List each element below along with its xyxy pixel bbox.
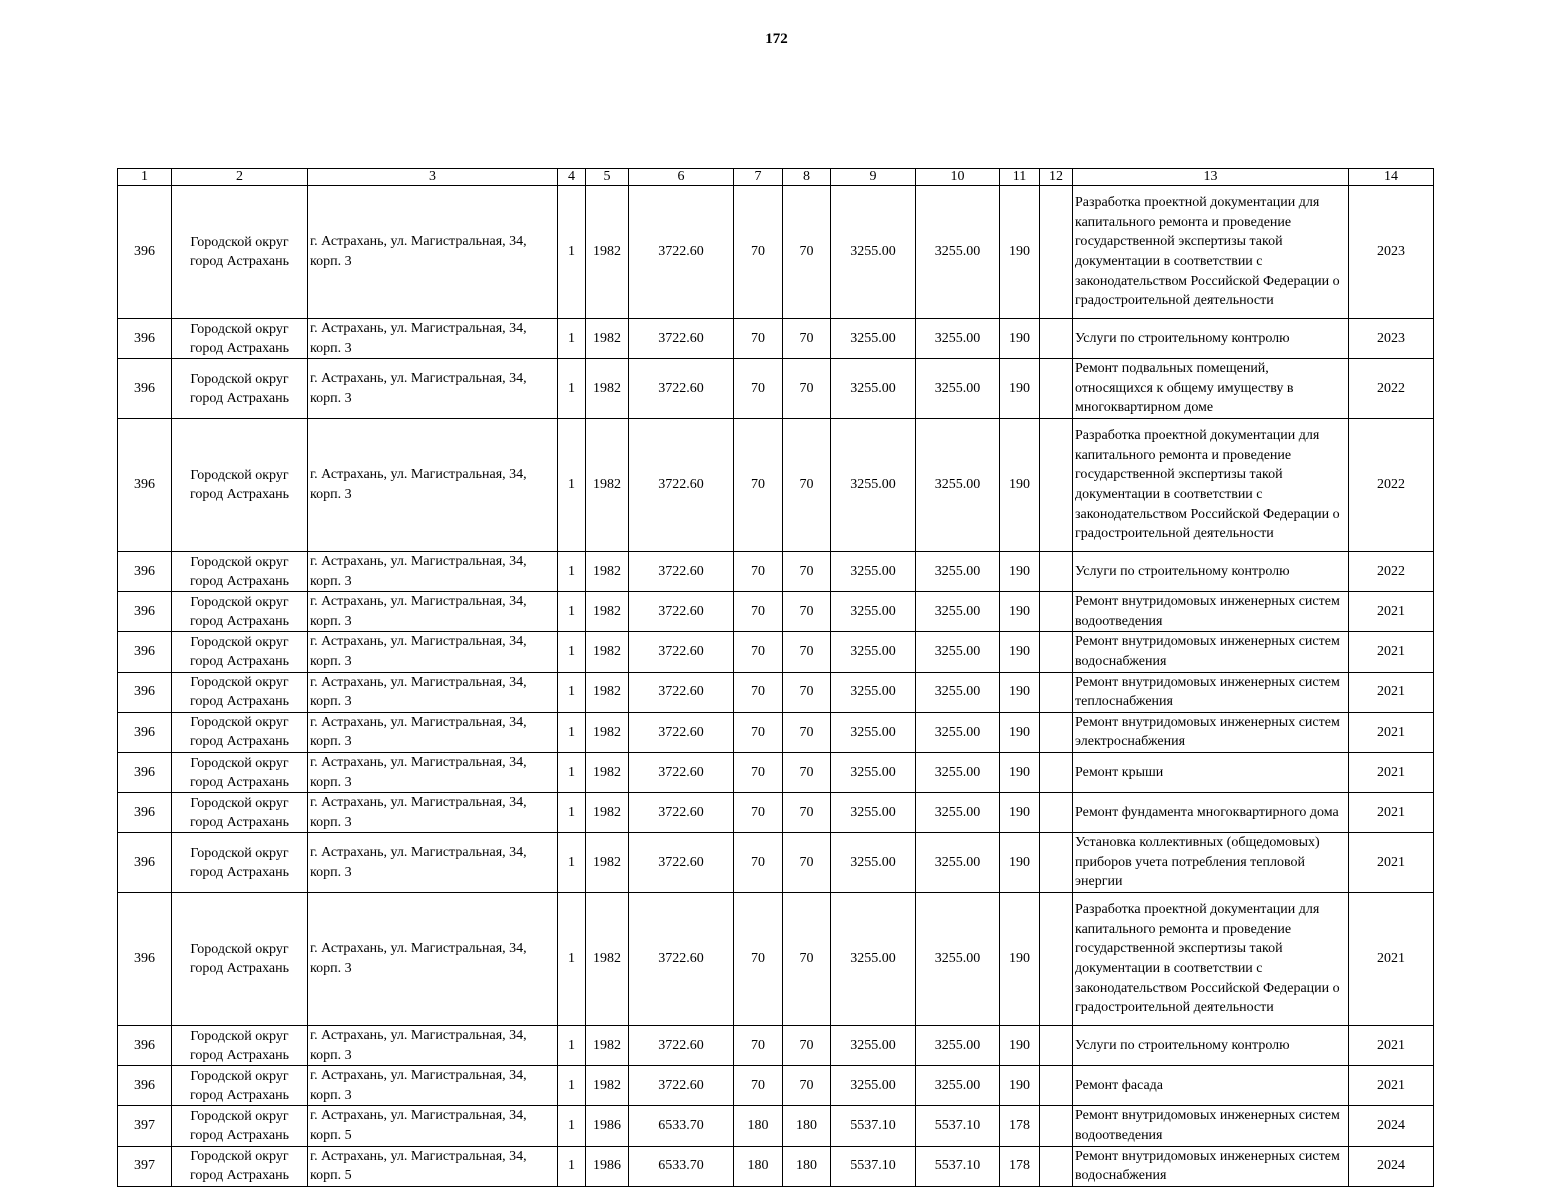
col11-cell: 190 [1000, 833, 1040, 893]
table-row [118, 632, 1434, 672]
plan-year-cell: 2021 [1349, 893, 1434, 1026]
table-row [118, 1026, 1434, 1066]
plan-year-cell: 2023 [1349, 319, 1434, 359]
col8-cell: 70 [783, 359, 831, 419]
column-header-4: 4 [558, 169, 586, 186]
municipality-cell: Городской округ город Астрахань [172, 672, 308, 712]
total-area-cell: 3722.60 [629, 186, 734, 319]
address-cell: г. Астрахань, ул. Магистральная, 34, корп. 3 [308, 551, 558, 591]
col4-cell: 1 [558, 672, 586, 712]
col9-cell: 5537.10 [831, 1106, 916, 1146]
plan-year-cell: 2021 [1349, 592, 1434, 632]
address-cell: г. Астрахань, ул. Магистральная, 34, корп. 5 [308, 1146, 558, 1186]
work-type-cell [1073, 712, 1349, 752]
plan-year-cell: 2023 [1349, 186, 1434, 319]
total-area-cell: 3722.60 [629, 793, 734, 833]
work-type-cell [1073, 1026, 1349, 1066]
address-cell: г. Астрахань, ул. Магистральная, 34, корп. 3 [308, 833, 558, 893]
municipality-cell: Городской округ город Астрахань [172, 1106, 308, 1146]
address-cell: г. Астрахань, ул. Магистральная, 34, корп. 3 [308, 893, 558, 1026]
row-number: 396 [118, 1066, 172, 1106]
work-type-text: Ремонт подвальных помещений, относящихся к общему имуществу в многоквартирном доме [1075, 361, 1294, 416]
municipality-cell: Городской округ город Астрахань [172, 632, 308, 672]
table-row [118, 1146, 1434, 1186]
work-type-text: Разработка проектной документации для капитального ремонта и проведение государственной экспертизы такой документации в соответствии с законодательством Российской Федерации о градостроительной деятельности [1075, 902, 1340, 1016]
col8-cell: 70 [783, 793, 831, 833]
address-cell: г. Астрахань, ул. Магистральная, 34, корп. 3 [308, 672, 558, 712]
plan-year-cell: 2021 [1349, 793, 1434, 833]
col9-cell: 3255.00 [831, 418, 916, 551]
build-year-cell: 1982 [586, 592, 629, 632]
work-type-cell [1073, 1146, 1349, 1186]
header-row [118, 169, 1434, 186]
col12-cell [1040, 833, 1073, 893]
col12-cell [1040, 1146, 1073, 1186]
build-year-cell: 1982 [586, 1026, 629, 1066]
address-cell: г. Астрахань, ул. Магистральная, 34, корп. 3 [308, 1066, 558, 1106]
build-year-cell: 1982 [586, 319, 629, 359]
table-row [118, 893, 1434, 1026]
plan-year-cell: 2021 [1349, 632, 1434, 672]
col7-cell: 180 [734, 1106, 783, 1146]
build-year-cell: 1982 [586, 833, 629, 893]
col9-cell: 3255.00 [831, 632, 916, 672]
row-number: 397 [118, 1146, 172, 1186]
work-type-cell [1073, 359, 1349, 419]
municipality-cell: Городской округ город Астрахань [172, 793, 308, 833]
col11-cell: 190 [1000, 632, 1040, 672]
col7-cell: 70 [734, 712, 783, 752]
col12-cell [1040, 186, 1073, 319]
work-type-cell [1073, 186, 1349, 319]
col10-cell: 3255.00 [916, 418, 1000, 551]
table-row [118, 793, 1434, 833]
total-area-cell: 3722.60 [629, 632, 734, 672]
municipality-cell: Городской округ город Астрахань [172, 592, 308, 632]
work-type-cell [1073, 1066, 1349, 1106]
col7-cell: 70 [734, 1026, 783, 1066]
col12-cell [1040, 632, 1073, 672]
col11-cell: 190 [1000, 359, 1040, 419]
col8-cell: 70 [783, 592, 831, 632]
municipality-cell: Городской округ город Астрахань [172, 418, 308, 551]
col12-cell [1040, 793, 1073, 833]
work-type-text: Услуги по строительному контролю [1075, 563, 1290, 579]
col8-cell: 180 [783, 1106, 831, 1146]
col10-cell: 3255.00 [916, 893, 1000, 1026]
build-year-cell: 1982 [586, 186, 629, 319]
col4-cell: 1 [558, 1146, 586, 1186]
col8-cell: 180 [783, 1146, 831, 1186]
municipality-cell: Городской округ город Астрахань [172, 551, 308, 591]
col4-cell: 1 [558, 793, 586, 833]
col12-cell [1040, 592, 1073, 632]
work-type-cell [1073, 551, 1349, 591]
plan-year-cell: 2021 [1349, 1026, 1434, 1066]
col12-cell [1040, 672, 1073, 712]
row-number: 396 [118, 672, 172, 712]
col9-cell: 3255.00 [831, 893, 916, 1026]
table-row [118, 418, 1434, 551]
col11-cell: 190 [1000, 418, 1040, 551]
municipality-cell: Городской округ город Астрахань [172, 1066, 308, 1106]
work-type-text: Услуги по строительному контролю [1075, 1037, 1290, 1053]
col11-cell: 190 [1000, 672, 1040, 712]
work-type-cell [1073, 592, 1349, 632]
col12-cell [1040, 551, 1073, 591]
total-area-cell: 3722.60 [629, 359, 734, 419]
col7-cell: 70 [734, 359, 783, 419]
col9-cell: 5537.10 [831, 1146, 916, 1186]
row-number: 396 [118, 418, 172, 551]
col12-cell [1040, 319, 1073, 359]
col9-cell: 3255.00 [831, 793, 916, 833]
table-row [118, 319, 1434, 359]
work-type-cell [1073, 752, 1349, 792]
col4-cell: 1 [558, 418, 586, 551]
work-type-cell [1073, 672, 1349, 712]
municipality-cell: Городской округ город Астрахань [172, 186, 308, 319]
col4-cell: 1 [558, 359, 586, 419]
work-type-text: Разработка проектной документации для капитального ремонта и проведение государственной экспертизы такой документации в соответствии с законодательством Российской Федерации о градостроительной деятельности [1075, 428, 1340, 542]
col10-cell: 3255.00 [916, 712, 1000, 752]
table-body [118, 186, 1434, 1187]
col12-cell [1040, 1026, 1073, 1066]
total-area-cell: 3722.60 [629, 1066, 734, 1106]
col12-cell [1040, 712, 1073, 752]
plan-year-cell: 2022 [1349, 359, 1434, 419]
total-area-cell: 6533.70 [629, 1146, 734, 1186]
col8-cell: 70 [783, 672, 831, 712]
col7-cell: 70 [734, 752, 783, 792]
municipality-cell: Городской округ город Астрахань [172, 893, 308, 1026]
build-year-cell: 1982 [586, 893, 629, 1026]
address-cell: г. Астрахань, ул. Магистральная, 34, корп. 3 [308, 319, 558, 359]
build-year-cell: 1982 [586, 632, 629, 672]
col4-cell: 1 [558, 551, 586, 591]
municipality-cell: Городской округ город Астрахань [172, 833, 308, 893]
col11-cell: 178 [1000, 1106, 1040, 1146]
col4-cell: 1 [558, 752, 586, 792]
col7-cell: 70 [734, 793, 783, 833]
col7-cell: 70 [734, 319, 783, 359]
col10-cell: 3255.00 [916, 793, 1000, 833]
col12-cell [1040, 1066, 1073, 1106]
plan-year-cell: 2021 [1349, 712, 1434, 752]
col10-cell: 5537.10 [916, 1146, 1000, 1186]
row-number: 396 [118, 1026, 172, 1066]
col12-cell [1040, 1106, 1073, 1146]
col4-cell: 1 [558, 592, 586, 632]
plan-year-cell: 2022 [1349, 418, 1434, 551]
col4-cell: 1 [558, 632, 586, 672]
address-cell: г. Астрахань, ул. Магистральная, 34, корп. 3 [308, 632, 558, 672]
col9-cell: 3255.00 [831, 592, 916, 632]
page-number: 172 [765, 31, 788, 47]
col9-cell: 3255.00 [831, 672, 916, 712]
col8-cell: 70 [783, 319, 831, 359]
plan-year-cell: 2024 [1349, 1146, 1434, 1186]
col4-cell: 1 [558, 1106, 586, 1146]
municipality-cell: Городской округ город Астрахань [172, 359, 308, 419]
col9-cell: 3255.00 [831, 551, 916, 591]
total-area-cell: 3722.60 [629, 893, 734, 1026]
row-number: 396 [118, 893, 172, 1026]
total-area-cell: 3722.60 [629, 592, 734, 632]
address-cell: г. Астрахань, ул. Магистральная, 34, корп. 3 [308, 752, 558, 792]
build-year-cell: 1982 [586, 359, 629, 419]
col10-cell: 3255.00 [916, 359, 1000, 419]
col9-cell: 3255.00 [831, 186, 916, 319]
municipality-cell: Городской округ город Астрахань [172, 712, 308, 752]
work-type-text: Ремонт внутридомовых инженерных систем теплоснабжения [1075, 674, 1340, 710]
plan-year-cell: 2021 [1349, 672, 1434, 712]
column-header-13: 13 [1073, 169, 1349, 186]
table-row [118, 1106, 1434, 1146]
build-year-cell: 1982 [586, 712, 629, 752]
col7-cell: 70 [734, 551, 783, 591]
build-year-cell: 1982 [586, 672, 629, 712]
work-type-cell [1073, 833, 1349, 893]
col8-cell: 70 [783, 1026, 831, 1066]
row-number: 396 [118, 592, 172, 632]
col7-cell: 180 [734, 1146, 783, 1186]
total-area-cell: 3722.60 [629, 752, 734, 792]
col4-cell: 1 [558, 712, 586, 752]
col8-cell: 70 [783, 833, 831, 893]
table-row [118, 833, 1434, 893]
col10-cell: 3255.00 [916, 1066, 1000, 1106]
plan-year-cell: 2021 [1349, 752, 1434, 792]
col7-cell: 70 [734, 632, 783, 672]
column-header-14: 14 [1349, 169, 1434, 186]
plan-year-cell: 2021 [1349, 833, 1434, 893]
register-table [117, 168, 1434, 1187]
municipality-cell: Городской округ город Астрахань [172, 319, 308, 359]
column-header-1: 1 [118, 169, 172, 186]
work-type-text: Установка коллективных (общедомовых) приборов учета потребления тепловой энергии [1075, 835, 1320, 890]
column-header-11: 11 [1000, 169, 1040, 186]
col10-cell: 3255.00 [916, 833, 1000, 893]
work-type-cell [1073, 632, 1349, 672]
col9-cell: 3255.00 [831, 712, 916, 752]
col10-cell: 3255.00 [916, 752, 1000, 792]
col4-cell: 1 [558, 319, 586, 359]
col4-cell: 1 [558, 893, 586, 1026]
col4-cell: 1 [558, 186, 586, 319]
build-year-cell: 1982 [586, 551, 629, 591]
col7-cell: 70 [734, 418, 783, 551]
build-year-cell: 1986 [586, 1146, 629, 1186]
row-number: 396 [118, 551, 172, 591]
col8-cell: 70 [783, 186, 831, 319]
table-row [118, 592, 1434, 632]
total-area-cell: 3722.60 [629, 418, 734, 551]
col7-cell: 70 [734, 672, 783, 712]
col8-cell: 70 [783, 893, 831, 1026]
col12-cell [1040, 359, 1073, 419]
work-type-cell [1073, 418, 1349, 551]
work-type-text: Ремонт фасада [1075, 1078, 1164, 1094]
municipality-cell: Городской округ город Астрахань [172, 1026, 308, 1066]
column-header-3: 3 [308, 169, 558, 186]
work-type-cell [1073, 893, 1349, 1026]
municipality-cell: Городской округ город Астрахань [172, 1146, 308, 1186]
col8-cell: 70 [783, 712, 831, 752]
plan-year-cell: 2024 [1349, 1106, 1434, 1146]
col7-cell: 70 [734, 592, 783, 632]
build-year-cell: 1982 [586, 752, 629, 792]
table-row [118, 1066, 1434, 1106]
col4-cell: 1 [558, 1066, 586, 1106]
col10-cell: 5537.10 [916, 1106, 1000, 1146]
col9-cell: 3255.00 [831, 752, 916, 792]
col8-cell: 70 [783, 752, 831, 792]
column-header-9: 9 [831, 169, 916, 186]
col11-cell: 190 [1000, 1066, 1040, 1106]
col11-cell: 190 [1000, 893, 1040, 1026]
col11-cell: 190 [1000, 1026, 1040, 1066]
work-type-text: Ремонт внутридомовых инженерных систем водоотведения [1075, 1108, 1340, 1144]
work-type-text: Ремонт крыши [1075, 764, 1164, 780]
row-number: 396 [118, 752, 172, 792]
table-row [118, 359, 1434, 419]
col12-cell [1040, 893, 1073, 1026]
col12-cell [1040, 418, 1073, 551]
address-cell: г. Астрахань, ул. Магистральная, 34, корп. 5 [308, 1106, 558, 1146]
work-type-cell [1073, 1106, 1349, 1146]
table-row [118, 712, 1434, 752]
col7-cell: 70 [734, 893, 783, 1026]
row-number: 396 [118, 712, 172, 752]
col8-cell: 70 [783, 1066, 831, 1106]
total-area-cell: 3722.60 [629, 1026, 734, 1066]
municipality-cell: Городской округ город Астрахань [172, 752, 308, 792]
column-header-8: 8 [783, 169, 831, 186]
col10-cell: 3255.00 [916, 319, 1000, 359]
col11-cell: 190 [1000, 793, 1040, 833]
total-area-cell: 6533.70 [629, 1106, 734, 1146]
column-header-7: 7 [734, 169, 783, 186]
address-cell: г. Астрахань, ул. Магистральная, 34, корп. 3 [308, 712, 558, 752]
col11-cell: 190 [1000, 551, 1040, 591]
work-type-text: Ремонт фундамента многоквартирного дома [1075, 804, 1339, 820]
row-number: 396 [118, 186, 172, 319]
col9-cell: 3255.00 [831, 833, 916, 893]
row-number: 396 [118, 632, 172, 672]
work-type-text: Ремонт внутридомовых инженерных систем водоотведения [1075, 594, 1340, 629]
total-area-cell: 3722.60 [629, 672, 734, 712]
col9-cell: 3255.00 [831, 1066, 916, 1106]
col11-cell: 190 [1000, 752, 1040, 792]
work-type-text: Ремонт внутридомовых инженерных систем водоснабжения [1075, 1148, 1340, 1184]
col10-cell: 3255.00 [916, 672, 1000, 712]
row-number: 396 [118, 793, 172, 833]
column-header-10: 10 [916, 169, 1000, 186]
row-number: 396 [118, 833, 172, 893]
address-cell: г. Астрахань, ул. Магистральная, 34, корп. 3 [308, 592, 558, 632]
col10-cell: 3255.00 [916, 592, 1000, 632]
col11-cell: 190 [1000, 186, 1040, 319]
table-row [118, 186, 1434, 319]
col9-cell: 3255.00 [831, 359, 916, 419]
work-type-text: Ремонт внутридомовых инженерных систем электроснабжения [1075, 714, 1340, 750]
total-area-cell: 3722.60 [629, 319, 734, 359]
build-year-cell: 1982 [586, 793, 629, 833]
work-type-text: Ремонт внутридомовых инженерных систем водоснабжения [1075, 634, 1340, 669]
col7-cell: 70 [734, 1066, 783, 1106]
column-header-6: 6 [629, 169, 734, 186]
work-type-text: Услуги по строительному контролю [1075, 330, 1290, 346]
col8-cell: 70 [783, 632, 831, 672]
row-number: 397 [118, 1106, 172, 1146]
col7-cell: 70 [734, 833, 783, 893]
row-number: 396 [118, 319, 172, 359]
work-type-cell [1073, 793, 1349, 833]
total-area-cell: 3722.60 [629, 551, 734, 591]
col10-cell: 3255.00 [916, 186, 1000, 319]
work-type-cell [1073, 319, 1349, 359]
work-type-text: Разработка проектной документации для капитального ремонта и проведение государственной экспертизы такой документации в соответствии с законодательством Российской Федерации о градостроительной деятельности [1075, 195, 1340, 309]
table-row [118, 752, 1434, 792]
address-cell: г. Астрахань, ул. Магистральная, 34, корп. 3 [308, 418, 558, 551]
address-cell: г. Астрахань, ул. Магистральная, 34, корп. 3 [308, 359, 558, 419]
row-number: 396 [118, 359, 172, 419]
total-area-cell: 3722.60 [629, 712, 734, 752]
plan-year-cell: 2021 [1349, 1066, 1434, 1106]
table-row [118, 551, 1434, 591]
column-header-5: 5 [586, 169, 629, 186]
build-year-cell: 1982 [586, 418, 629, 551]
col7-cell: 70 [734, 186, 783, 319]
col10-cell: 3255.00 [916, 551, 1000, 591]
col8-cell: 70 [783, 418, 831, 551]
col10-cell: 3255.00 [916, 1026, 1000, 1066]
col11-cell: 190 [1000, 712, 1040, 752]
col11-cell: 178 [1000, 1146, 1040, 1186]
col8-cell: 70 [783, 551, 831, 591]
col11-cell: 190 [1000, 592, 1040, 632]
address-cell: г. Астрахань, ул. Магистральная, 34, корп. 3 [308, 793, 558, 833]
col11-cell: 190 [1000, 319, 1040, 359]
column-header-12: 12 [1040, 169, 1073, 186]
column-header-2: 2 [172, 169, 308, 186]
total-area-cell: 3722.60 [629, 833, 734, 893]
address-cell: г. Астрахань, ул. Магистральная, 34, корп. 3 [308, 1026, 558, 1066]
col9-cell: 3255.00 [831, 1026, 916, 1066]
col9-cell: 3255.00 [831, 319, 916, 359]
build-year-cell: 1982 [586, 1066, 629, 1106]
col4-cell: 1 [558, 833, 586, 893]
col4-cell: 1 [558, 1026, 586, 1066]
build-year-cell: 1986 [586, 1106, 629, 1146]
col12-cell [1040, 752, 1073, 792]
table-row [118, 672, 1434, 712]
address-cell: г. Астрахань, ул. Магистральная, 34, корп. 3 [308, 186, 558, 319]
col10-cell: 3255.00 [916, 632, 1000, 672]
plan-year-cell: 2022 [1349, 551, 1434, 591]
